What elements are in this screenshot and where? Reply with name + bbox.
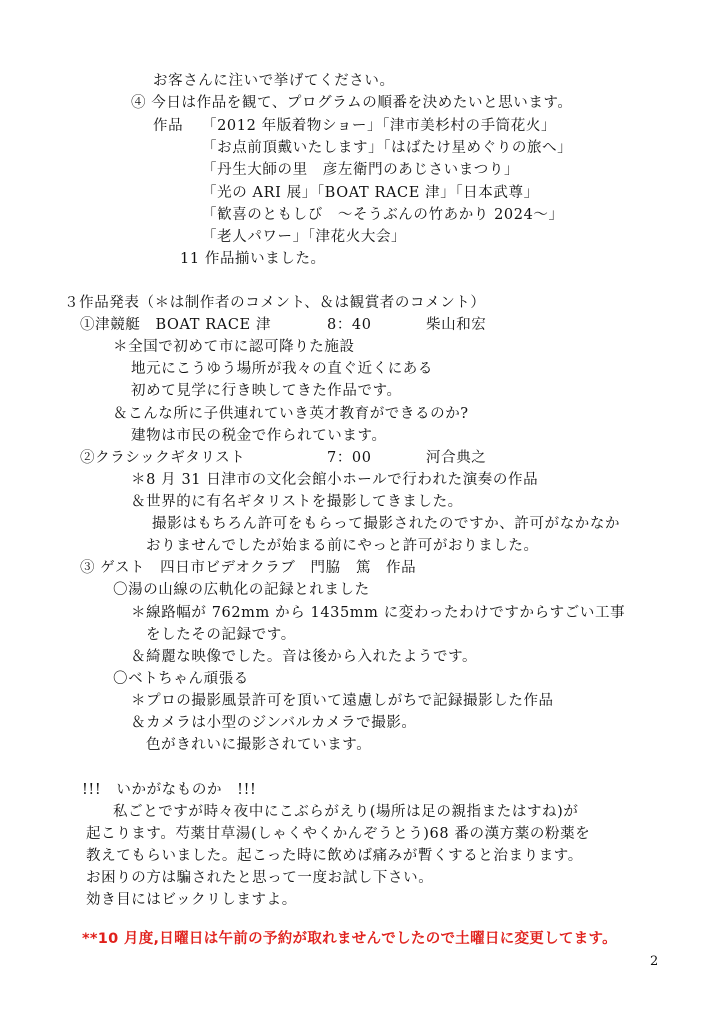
- work-3-comment: ＊線路幅が 762mm から 1435mm に変わったわけですからすごい工事: [131, 605, 626, 621]
- section-heading: ３作品発表（＊は制作者のコメント、＆は観賞者のコメント）: [64, 295, 486, 311]
- works-label: 作品: [153, 118, 184, 134]
- column-heading: !!! いかがなものか !!!: [82, 782, 257, 798]
- column-line: 起こります。芍薬甘草湯(しゃくやくかんぞうとう)68 番の漢方薬の粉薬を: [86, 826, 591, 842]
- works-line: 「老人パワー」「津花火大会」: [202, 229, 407, 245]
- work-2-author: 河合典之: [426, 450, 487, 466]
- work-2-title: ②クラシックギタリスト: [80, 450, 246, 466]
- intro-line: お客さんに注いで挙げてください。: [153, 73, 395, 89]
- work-3-comment: 〇ベトちゃん頑張る: [113, 671, 249, 687]
- work-3-comment: 色がきれいに撮影されています。: [146, 737, 372, 753]
- column-line: 効き目にはビックリしますよ。: [86, 892, 297, 908]
- work-1-comment: ＊全国で初めて市に認可降りた施設: [113, 339, 355, 355]
- works-line: 「2012 年版着物ショー」「津市美杉村の手筒花火」: [202, 118, 557, 134]
- work-2-time: 7：00: [327, 450, 372, 466]
- work-1-author: 柴山和宏: [426, 317, 487, 333]
- work-3-comment: ＆綺麗な映像でした。音は後から入れたようです。: [131, 649, 478, 665]
- works-count: 11 作品揃いました。: [180, 251, 326, 267]
- work-2-comment: ＊8 月 31 日津市の文化会館小ホールで行われた演奏の作品: [131, 472, 539, 488]
- work-2-comment: おりませんでしたが始まる前にやっと許可がおりました。: [146, 538, 539, 554]
- agenda-item-4: ④ 今日は作品を観て、プログラムの順番を決めたいと思います。: [131, 95, 573, 111]
- page-number: 2: [650, 954, 659, 969]
- work-1-time: 8：40: [327, 317, 372, 333]
- works-line: 「歓喜のともしび ～そうぶんの竹あかり 2024～」: [202, 207, 564, 223]
- work-1-comment: 初めて見学に行き映してきた作品です。: [131, 383, 402, 399]
- works-line: 「お点前頂戴いたします」「はばたけ星めぐりの旅へ」: [202, 140, 573, 156]
- column-line: 私ごとですが時々夜中にこぶらがえり(場所は足の親指またはすね)が: [113, 804, 579, 820]
- work-2-comment: ＆世界的に有名ギタリストを撮影してきました。: [131, 494, 463, 510]
- work-3-title: ③ ゲスト 四日市ビデオクラブ 門脇 篤 作品: [80, 560, 417, 576]
- work-2-comment: 撮影はもちろん許可をもらって撮影されたのですか、許可がなかなか: [152, 516, 621, 532]
- work-3-comment: ＆カメラは小型のジンバルカメラで撮影。: [131, 715, 417, 731]
- work-3-comment: 〇湯の山線の広軌化の記録とれました: [113, 582, 370, 598]
- works-line: 「光の ARI 展」「BOAT RACE 津」「日本武尊」: [202, 185, 539, 201]
- work-1-comment: 地元にこうゆう場所が我々の直ぐ近くにある: [131, 361, 433, 377]
- work-1-comment: ＆こんな所に子供連れていき英才教育ができるのか?: [113, 406, 469, 422]
- work-1-comment: 建物は市民の税金で作られています。: [131, 428, 387, 444]
- column-line: 教えてもらいました。起こった時に飲めば痛みが暫くすると治まります。: [86, 848, 583, 864]
- works-line: 「丹生大師の里 彦左衛門のあじさいまつり」: [202, 162, 520, 178]
- schedule-notice: **10 月度,日曜日は午前の予約が取れませんでしたので土曜日に変更してます。: [82, 931, 617, 947]
- work-1-title: ①津競艇 BOAT RACE 津: [80, 317, 272, 333]
- column-line: お困りの方は騙されたと思って一度お試し下さい。: [86, 870, 434, 886]
- work-3-comment: をしたその記録です。: [146, 627, 296, 643]
- work-3-comment: ＊プロの撮影風景許可を頂いて遠慮しがちで記録撮影した作品: [131, 693, 554, 709]
